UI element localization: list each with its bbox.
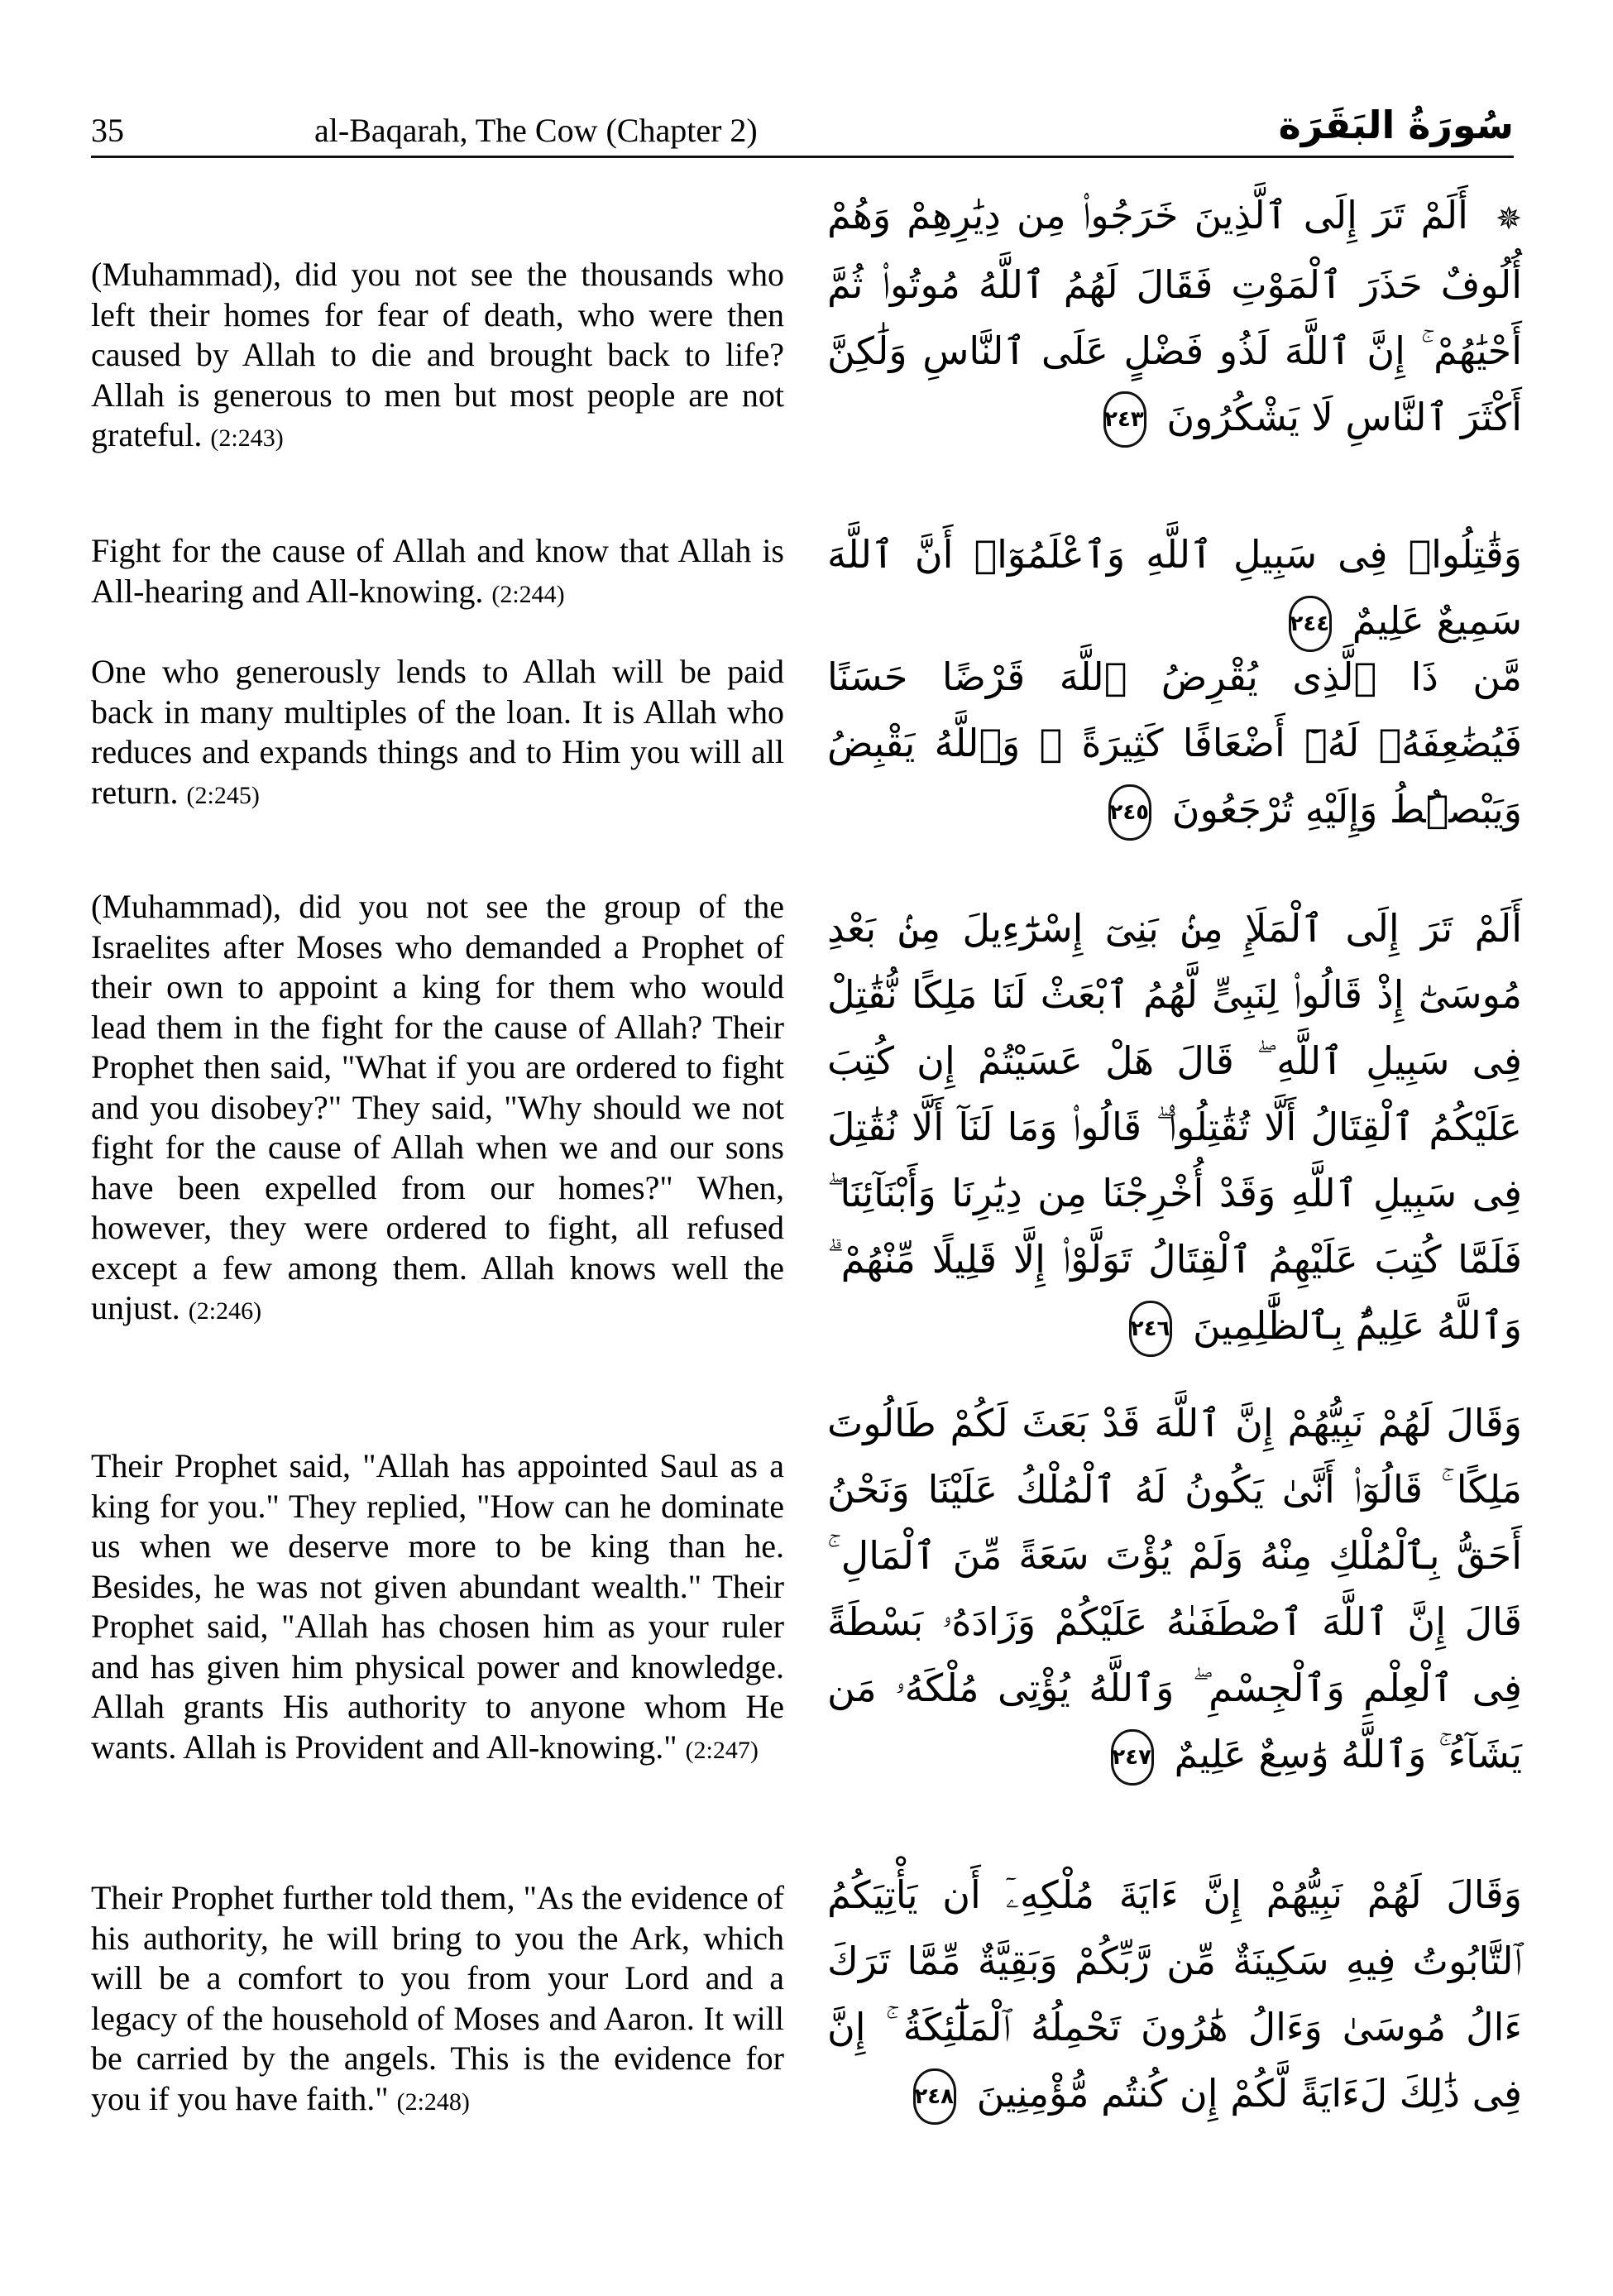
verse-reference: (2:246) bbox=[188, 1297, 262, 1325]
verse-reference: (2:248) bbox=[396, 2087, 470, 2116]
page-number: 35 bbox=[91, 112, 124, 149]
rub-el-hizb-star-icon: ✵ bbox=[1496, 199, 1523, 237]
translation-2-248 bbox=[91, 1878, 784, 2122]
header-divider bbox=[91, 156, 1514, 158]
arabic-2-243 bbox=[827, 182, 1522, 450]
translation-text: (Muhammad), did you not see the thousands who left their homes for fear of death, who were then caused by Allah to die and brought back to life? Allah is generous to men but most people are not grateful. bbox=[91, 256, 784, 453]
chapter-title: al-Baqarah, The Cow (Chapter 2) bbox=[314, 112, 758, 149]
arabic-text: مَّن ذَا ٱلَّذِى يُقْرِضُ ٱللَّهَ قَرْضًا حَسَنًا فَيُضَٰعِفَهُۥ لَهُۥٓ أَضْعَافًا كَثِيرَةً ۚ وَٱللَّهُ يَقْبِضُ وَيَبْصُۜطُ وَإِلَيْهِ تُرْجَعُونَ bbox=[827, 654, 1522, 832]
ayah-number-medallion-icon: ٢٤٣ bbox=[1103, 391, 1146, 448]
arabic-text: وَقَالَ لَهُمْ نَبِيُّهُمْ إِنَّ ءَايَةَ مُلْكِهِۦٓ أَن يَأْتِيَكُمُ ٱلتَّابُوتُ فِيهِ سَكِينَةٌ مِّن رَّبِّكُمْ وَبَقِيَّةٌ مِّمَّا تَرَكَ ءَالُ مُوسَىٰ وَءَالُ هَٰرُونَ تَحْمِلُهُ ٱلْمَلَٰٓئِكَةُ ۚ إِنَّ فِى ذَٰلِكَ لَءَايَةً لَّكُمْ إِن كُنتُم مُّؤْمِنِينَ bbox=[827, 1872, 1522, 2116]
ayah-number-medallion-icon: ٢٤٥ bbox=[1108, 784, 1151, 841]
translation-2-243 bbox=[91, 255, 784, 459]
translation-text: Fight for the cause of Allah and know that Allah is All-hearing and All-knowing. bbox=[91, 532, 784, 610]
translation-2-246 bbox=[91, 887, 784, 1332]
translation-2-245 bbox=[91, 652, 784, 816]
arabic-2-246 bbox=[827, 895, 1522, 1359]
ayah-number-medallion-icon: ٢٤٨ bbox=[913, 2068, 956, 2125]
arabic-2-244 bbox=[827, 521, 1522, 654]
translation-2-247 bbox=[91, 1446, 784, 1771]
arabic-2-247 bbox=[827, 1390, 1522, 1787]
arabic-2-245 bbox=[827, 644, 1522, 842]
surah-name-calligraphy: سُورَةُ البَقَرَة bbox=[1278, 103, 1514, 147]
ayah-number-medallion-icon: ٢٤٦ bbox=[1129, 1301, 1172, 1357]
verse-reference: (2:245) bbox=[186, 781, 260, 809]
translation-text: One who generously lends to Allah will be paid back in many multiples of the loan. It is Allah who reduces and expands things and to Him you will all return. bbox=[91, 653, 784, 811]
translation-text: Their Prophet said, "Allah has appointed Saul as a king for you." They replied, "How can he dominate us when we deserve more to be king than he. Besides, he was not given abundant wealth." Their Prophet said, "Allah has chosen him as your ruler and has given him physical power and knowledge. Allah grants His authority to anyone whom He wants. Allah is Provident and All-knowing." bbox=[91, 1447, 784, 1766]
verse-reference: (2:244) bbox=[491, 580, 565, 608]
arabic-text: أَلَمْ تَرَ إِلَى ٱلَّذِينَ خَرَجُوا۟ مِن دِيَٰرِهِمْ وَهُمْ أُلُوفٌ حَذَرَ ٱلْمَوْتِ فَقَالَ لَهُمُ ٱللَّهُ مُوتُوا۟ ثُمَّ أَحْيَٰهُمْ ۚ إِنَّ ٱللَّهَ لَذُو فَضْلٍ عَلَى ٱلنَّاسِ وَلَٰكِنَّ أَكْثَرَ ٱلنَّاسِ لَا يَشْكُرُونَ bbox=[827, 193, 1522, 439]
arabic-text: وَقَٰتِلُوا۟ فِى سَبِيلِ ٱللَّهِ وَٱعْلَمُوٓا۟ أَنَّ ٱللَّهَ سَمِيعٌ عَلِيمٌ bbox=[827, 532, 1522, 643]
page-header bbox=[91, 103, 1514, 157]
translation-2-244 bbox=[91, 531, 784, 615]
arabic-text: أَلَمْ تَرَ إِلَى ٱلْمَلَإِ مِنۢ بَنِىٓ إِسْرَٰٓءِيلَ مِنۢ بَعْدِ مُوسَىٰٓ إِذْ قَالُوا۟ لِنَبِىٍّ لَّهُمُ ٱبْعَثْ لَنَا مَلِكًا نُّقَٰتِلْ فِى سَبِيلِ ٱللَّهِ ۖ قَالَ هَلْ عَسَيْتُمْ إِن كُتِبَ عَلَيْكُمُ ٱلْقِتَالُ أَلَّا تُقَٰتِلُوا۟ ۖ قَالُوا۟ وَمَا لَنَآ أَلَّا نُقَٰتِلَ فِى سَبِيلِ ٱللَّهِ وَقَدْ أُخْرِجْنَا مِن دِيَٰرِنَا وَأَبْنَآئِنَا ۖ فَلَمَّا كُتِبَ عَلَيْهِمُ ٱلْقِتَالُ تَوَلَّوْا۟ إِلَّا قَلِيلًا مِّنْهُمْ ۗ وَٱللَّهُ عَلِيمٌۢ بِٱلظَّٰلِمِينَ bbox=[827, 906, 1522, 1348]
arabic-text: وَقَالَ لَهُمْ نَبِيُّهُمْ إِنَّ ٱللَّهَ قَدْ بَعَثَ لَكُمْ طَالُوتَ مَلِكًا ۚ قَالُوٓا۟ أَنَّىٰ يَكُونُ لَهُ ٱلْمُلْكُ عَلَيْنَا وَنَحْنُ أَحَقُّ بِٱلْمُلْكِ مِنْهُ وَلَمْ يُؤْتَ سَعَةً مِّنَ ٱلْمَالِ ۚ قَالَ إِنَّ ٱللَّهَ ٱصْطَفَىٰهُ عَلَيْكُمْ وَزَادَهُۥ بَسْطَةً فِى ٱلْعِلْمِ وَٱلْجِسْمِ ۖ وَٱللَّهُ يُؤْتِى مُلْكَهُۥ مَن يَشَآءُ ۚ وَٱللَّهُ وَٰسِعٌ عَلِيمٌ bbox=[827, 1401, 1522, 1776]
ayah-number-medallion-icon: ٢٤٤ bbox=[1289, 596, 1332, 652]
verse-reference: (2:243) bbox=[210, 424, 284, 452]
translation-text: Their Prophet further told them, "As the evidence of his authority, he will bring to you the Ark, which will be a comfort to you from your Lord and a legacy of the household of Moses and Aaron. It will be carried by the angels. This is the evidence for you if you have faith." bbox=[91, 1879, 784, 2117]
arabic-2-248 bbox=[827, 1862, 1522, 2126]
ayah-number-medallion-icon: ٢٤٧ bbox=[1111, 1729, 1154, 1786]
verse-reference: (2:247) bbox=[685, 1736, 759, 1764]
translation-text: (Muhammad), did you not see the group of the Israelites after Moses who demanded a Prophet of their own to appoint a king for them who would lead them in the fight for the cause of Allah? Their Prophet then said, "What if you are ordered to fight and you disobey?" They said, "Why should we not fight for the cause of Allah when we and our sons have been expelled from our homes?" When, however, they were ordered to fight, all refused except a few among them. Allah knows well the unjust. bbox=[91, 888, 784, 1326]
